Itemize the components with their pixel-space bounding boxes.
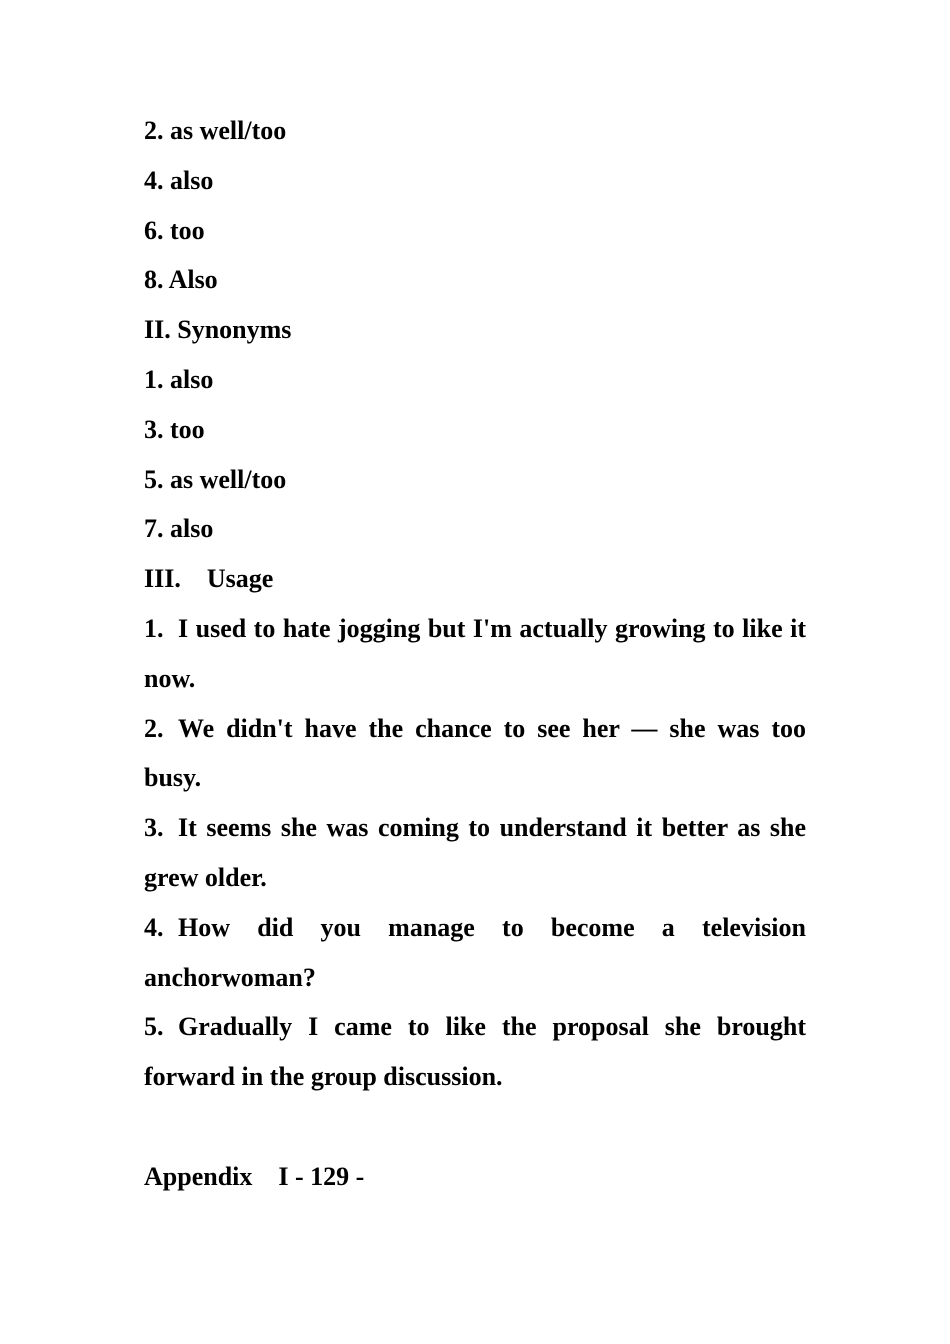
usage-item-number: 5.	[144, 1012, 164, 1042]
synonym-line: 7. also	[144, 514, 214, 544]
usage-item	[144, 903, 806, 1003]
page-footer	[144, 1152, 806, 1202]
footer-label: Appendix	[144, 1161, 253, 1191]
section-heading-text: Usage	[206, 564, 274, 594]
usage-item-text: Gradually I came to like the proposal she brought forward in the group discussion.	[144, 1012, 806, 1092]
document-page	[144, 106, 806, 1202]
usage-item-text: We didn't have the chance to see her — she was too busy.	[144, 713, 806, 793]
synonym-line: 3. too	[144, 414, 205, 444]
usage-item-text: How did you manage to become a television anchorwoman?	[144, 912, 806, 992]
answer-line: 6. too	[144, 215, 205, 245]
synonym-line: 5. as well/too	[144, 464, 287, 494]
synonym-line: 1. also	[144, 364, 214, 394]
usage-item-number: 3.	[144, 813, 164, 843]
usage-item	[144, 1002, 806, 1102]
answer-line: 2. as well/too	[144, 116, 287, 145]
answer-line: 8. Also	[144, 265, 218, 295]
usage-item-number: 2.	[144, 713, 164, 743]
answer-line: 4. also	[144, 165, 214, 195]
spacer	[144, 1102, 806, 1152]
usage-item	[144, 803, 806, 903]
section-heading-usage	[144, 554, 806, 604]
usage-item-number: 1.	[144, 613, 164, 643]
usage-item-text: It seems she was coming to understand it better as she grew older.	[144, 813, 806, 892]
usage-item-number: 4.	[144, 912, 164, 942]
usage-item-text: I used to hate jogging but I'm actually growing to like it now.	[144, 613, 806, 693]
usage-item	[144, 704, 806, 804]
usage-item	[144, 604, 806, 704]
section-heading-number: III.	[144, 564, 181, 594]
footer-page-number: I - 129 -	[278, 1161, 365, 1191]
section-heading-synonyms: II. Synonyms	[144, 315, 292, 345]
